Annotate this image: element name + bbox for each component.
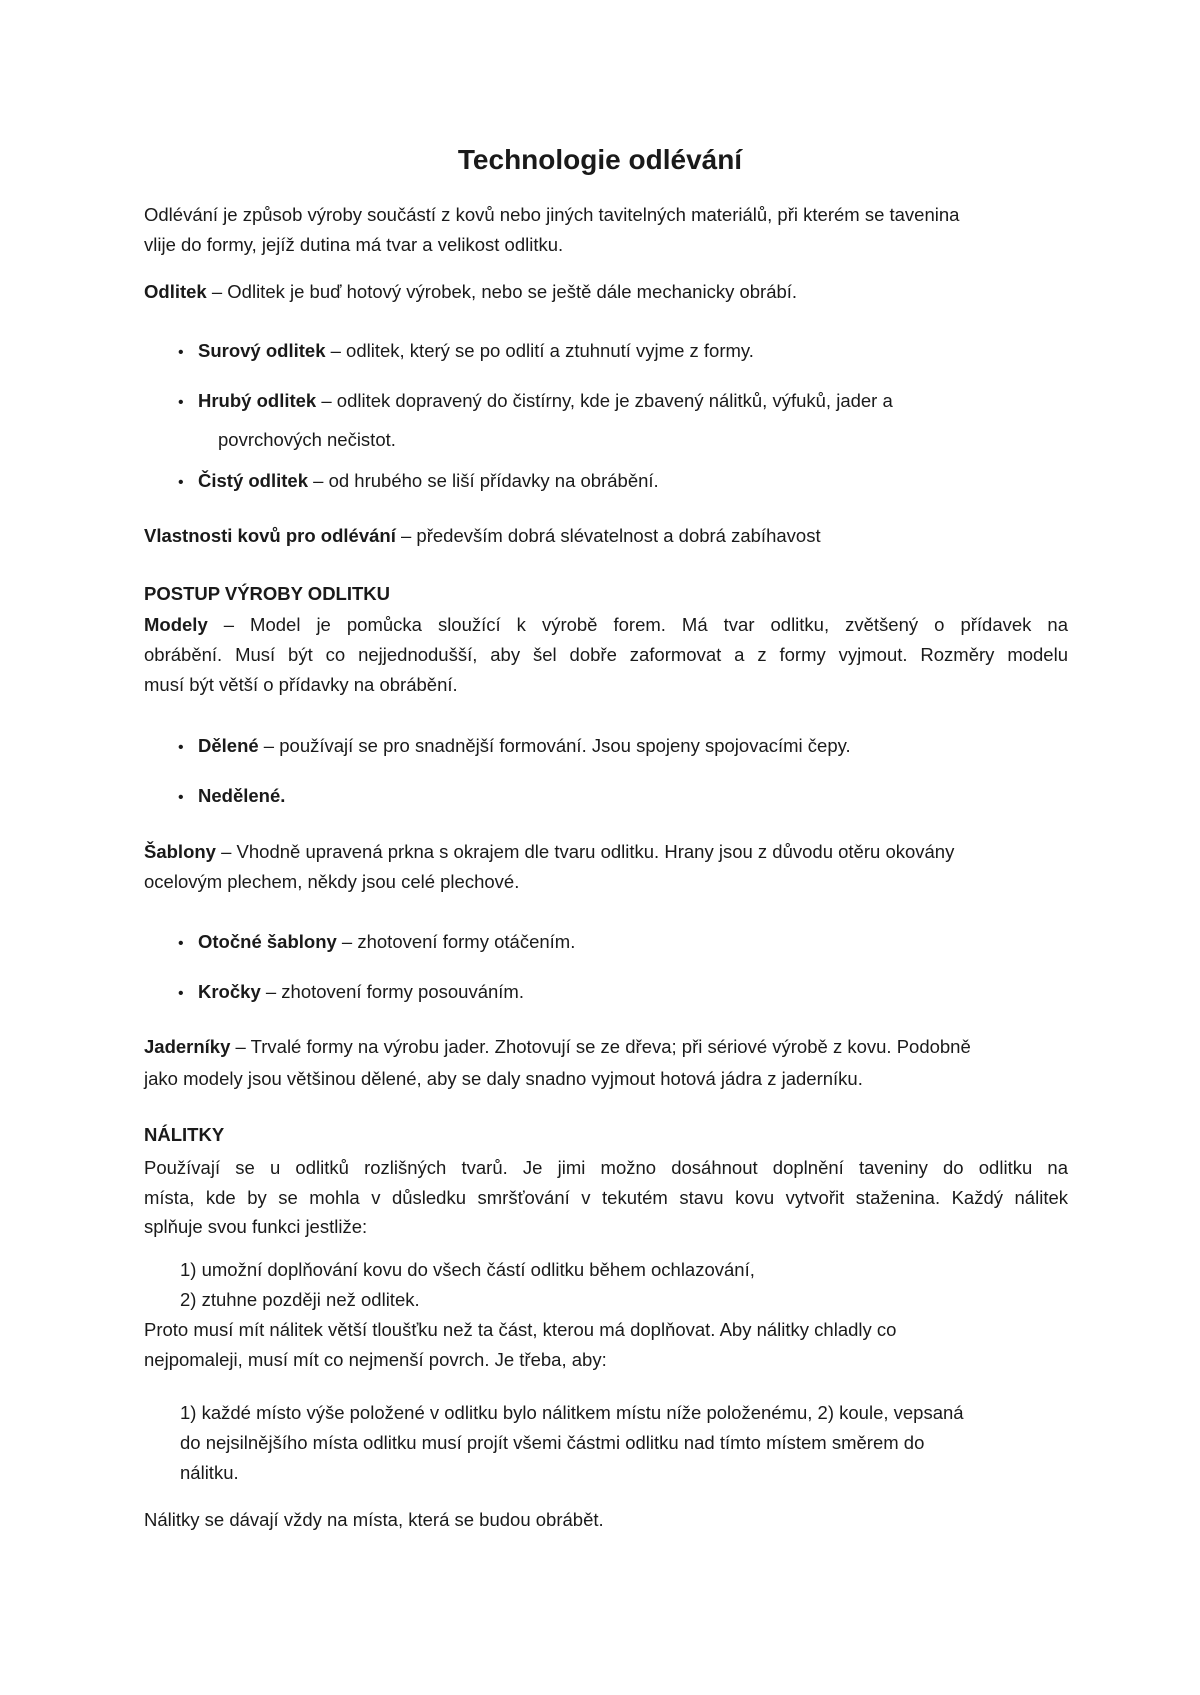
nalitky-line-2: místa, kde by se mohla v důsledku smršťování v tekutém stavu kovu vytvořit staženina. Každý nálitek — [144, 1187, 1068, 1208]
bullet-term: Nedělené. — [198, 785, 286, 806]
bullet-text: – od hrubého se liší přídavky na obrábění. — [308, 470, 659, 491]
page-title: Technologie odlévání — [457, 144, 743, 175]
list-item — [178, 392, 893, 411]
jaderniky-line-1 — [144, 1038, 971, 1057]
bullet-term: Hrubý odlitek — [198, 390, 317, 411]
vlastnosti-text: – především dobrá slévatelnost a dobrá zabíhavost — [395, 525, 821, 546]
modely-text: – Model je pomůcka sloužící k výrobě forem. Má tvar odlitku, zvětšený o přídavek na — [207, 614, 1068, 635]
bullet-term: Dělené — [198, 735, 259, 756]
sablony-term: Šablony — [144, 841, 216, 862]
bullet-text: – odlitek, který se po odlití a ztuhnutí vyjme z formy. — [325, 340, 754, 361]
sablony-text: – Vhodně upravená prkna s okrajem dle tvaru odlitku. Hrany jsou z důvodu otěru okovány — [215, 841, 955, 862]
list-item — [178, 472, 659, 491]
bullet-icon: • — [178, 394, 184, 411]
condition-line-3: nálitku. — [180, 1462, 239, 1483]
list-item — [178, 737, 851, 756]
modely-line-1 — [144, 616, 1068, 635]
section-heading-nalitky: NÁLITKY — [144, 1124, 225, 1145]
vlastnosti-term: Vlastnosti kovů pro odlévání — [144, 525, 396, 546]
modely-term: Modely — [144, 614, 208, 635]
odlitek-term: Odlitek — [144, 281, 207, 302]
proto-line-1: Proto musí mít nálitek větší tloušťku než ta část, kterou má doplňovat. Aby nálitky chladly co — [144, 1319, 897, 1340]
bullet-icon: • — [178, 739, 184, 756]
list-item — [178, 933, 575, 952]
bullet-icon: • — [178, 789, 184, 806]
nalitky-last-line: Nálitky se dávají vždy na místa, která se budou obrábět. — [144, 1509, 604, 1530]
intro-line-1: Odlévání je způsob výroby součástí z kovů nebo jiných tavitelných materiálů, při kterém se tavenina — [144, 204, 960, 225]
nalitky-line-1: Používají se u odlitků rozlišných tvarů. Je jimi možno dosáhnout doplnění taveniny do odlitku na — [144, 1157, 1068, 1178]
bullet-icon: • — [178, 474, 184, 491]
list-item: 2) ztuhne později než odlitek. — [180, 1289, 420, 1310]
list-item — [178, 342, 754, 361]
list-item: 1) umožní doplňování kovu do všech částí odlitku během ochlazování, — [180, 1259, 755, 1280]
bullet-term: Čistý odlitek — [198, 470, 308, 491]
list-item — [178, 787, 285, 806]
jaderniky-text: – Trvalé formy na výrobu jader. Zhotovují se ze dřeva; při sériové výrobě z kovu. Podobně — [230, 1036, 971, 1057]
proto-line-2: nejpomaleji, musí mít co nejmenší povrch. Je třeba, aby: — [144, 1349, 607, 1370]
nalitky-line-3: splňuje svou funkci jestliže: — [144, 1216, 368, 1237]
bullet-term: Kročky — [198, 981, 261, 1002]
bullet-icon: • — [178, 344, 184, 361]
list-item — [178, 983, 524, 1002]
odlitek-paragraph — [144, 283, 797, 302]
bullet-term: Surový odlitek — [198, 340, 326, 361]
jaderniky-term: Jaderníky — [144, 1036, 231, 1057]
bullet-continuation: povrchových nečistot. — [218, 429, 396, 450]
condition-line-1: 1) každé místo výše položené v odlitku bylo nálitkem místu níže položenému, 2) koule, vepsaná — [180, 1402, 964, 1423]
condition-line-2: do nejsilnějšího místa odlitku musí projít všemi částmi odlitku nad tímto místem směrem do — [180, 1432, 925, 1453]
vlastnosti-paragraph — [144, 527, 821, 546]
section-heading-postup: POSTUP VÝROBY ODLITKU — [144, 583, 391, 604]
bullet-icon: • — [178, 985, 184, 1002]
intro-line-2: vlije do formy, jejíž dutina má tvar a velikost odlitku. — [144, 234, 564, 255]
bullet-text: – odlitek dopravený do čistírny, kde je zbavený nálitků, výfuků, jader a — [316, 390, 893, 411]
jaderniky-line-2: jako modely jsou většinou dělené, aby se daly snadno vyjmout hotová jádra z jaderníku. — [144, 1068, 863, 1089]
bullet-icon: • — [178, 935, 184, 952]
bullet-text: – zhotovení formy otáčením. — [336, 931, 576, 952]
bullet-text: – používají se pro snadnější formování. Jsou spojeny spojovacími čepy. — [258, 735, 851, 756]
bullet-text: – zhotovení formy posouváním. — [260, 981, 524, 1002]
modely-line-3: musí být větší o přídavky na obrábění. — [144, 674, 458, 695]
bullet-term: Otočné šablony — [198, 931, 337, 952]
sablony-line-2: ocelovým plechem, někdy jsou celé plechové. — [144, 871, 520, 892]
odlitek-text: – Odlitek je buď hotový výrobek, nebo se ještě dále mechanicky obrábí. — [206, 281, 798, 302]
modely-line-2: obrábění. Musí být co nejjednodušší, aby šel dobře zaformovat a z formy vyjmout. Rozměry modelu — [144, 644, 1068, 665]
sablony-line-1 — [144, 843, 954, 862]
